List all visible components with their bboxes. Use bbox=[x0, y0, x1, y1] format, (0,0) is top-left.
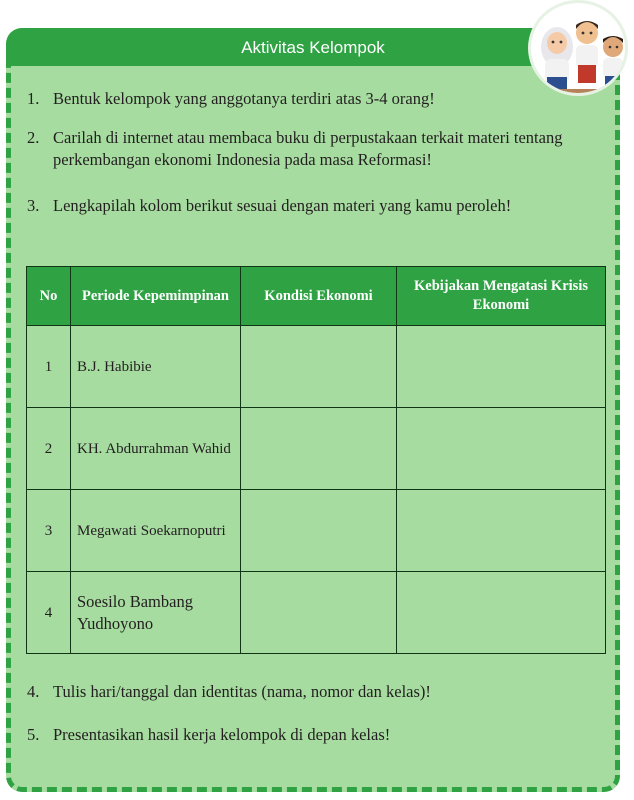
col-periode: Periode Kepemimpinan bbox=[71, 267, 241, 326]
col-kondisi: Kondisi Ekonomi bbox=[241, 267, 397, 326]
row-kondisi-cell[interactable] bbox=[241, 408, 397, 490]
row-no: 3 bbox=[27, 490, 71, 572]
row-kebijakan-cell[interactable] bbox=[397, 408, 606, 490]
row-no: 4 bbox=[27, 572, 71, 654]
row-kebijakan-cell[interactable] bbox=[397, 326, 606, 408]
students-group-icon bbox=[528, 0, 628, 96]
instruction-text: Bentuk kelompok yang anggotanya terdiri atas 3-4 orang! bbox=[53, 89, 435, 108]
row-kondisi-cell[interactable] bbox=[241, 326, 397, 408]
instruction-number: 2. bbox=[27, 128, 40, 147]
row-periode: Soesilo Bambang Yudhoyono bbox=[71, 572, 241, 654]
row-kebijakan-cell[interactable] bbox=[397, 572, 606, 654]
instruction-number: 1. bbox=[27, 89, 40, 108]
instruction-text: Tulis hari/tanggal dan identitas (nama, nomor dan kelas)! bbox=[53, 682, 431, 701]
table-row bbox=[27, 572, 606, 654]
row-no: 1 bbox=[27, 326, 71, 408]
activity-title: Aktivitas Kelompok bbox=[241, 38, 385, 57]
table-row bbox=[27, 490, 606, 572]
table-row bbox=[27, 326, 606, 408]
instruction-number: 4. bbox=[27, 682, 40, 701]
row-periode: B.J. Habibie bbox=[71, 326, 241, 408]
instruction-text: Carilah di internet atau membaca buku di perpustakaan terkait materi tentang perkembangan ekonomi Indonesia pada masa Reformasi! bbox=[53, 128, 563, 169]
table-row bbox=[27, 408, 606, 490]
row-kebijakan-cell[interactable] bbox=[397, 490, 606, 572]
col-kebijakan: Kebijakan Mengatasi Krisis Ekonomi bbox=[397, 267, 606, 326]
row-kondisi-cell[interactable] bbox=[241, 490, 397, 572]
row-periode: Megawati Soekarnoputri bbox=[71, 490, 241, 572]
row-periode: KH. Abdurrahman Wahid bbox=[71, 408, 241, 490]
row-no: 2 bbox=[27, 408, 71, 490]
row-kondisi-cell[interactable] bbox=[241, 572, 397, 654]
economy-table bbox=[26, 266, 606, 654]
instruction-number: 3. bbox=[27, 196, 40, 215]
instruction-text: Lengkapilah kolom berikut sesuai dengan materi yang kamu peroleh! bbox=[53, 196, 512, 215]
table-header-row bbox=[27, 267, 606, 326]
instruction-number: 5. bbox=[27, 725, 40, 744]
col-no: No bbox=[27, 267, 71, 326]
instruction-text: Presentasikan hasil kerja kelompok di depan kelas! bbox=[53, 725, 391, 744]
